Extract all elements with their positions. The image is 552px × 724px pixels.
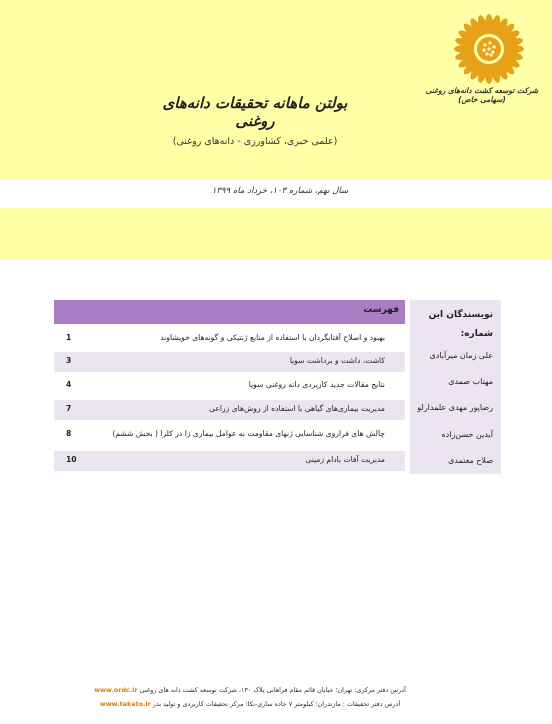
footer-address-research — [60, 700, 440, 708]
footer-address-text: آدرس دفتر تحقیقات : مازندران؛ کیلومتر ۷ جاده ساری-نکا؛ مرکز تحقیقات کاربردی و تولید بذر — [152, 700, 401, 708]
toc-item-page: 3 — [66, 356, 72, 365]
header-band-lower — [0, 208, 552, 260]
website-link[interactable]: www.ordc.ir — [94, 686, 138, 694]
website-link[interactable]: www.takato.ir — [99, 700, 151, 708]
toc-row[interactable] — [54, 400, 405, 420]
toc-item-title[interactable]: مدیریت آفات بادام زمینی — [305, 455, 385, 464]
footer-address-central — [60, 686, 440, 694]
issue-info: سال نهم، شماره ۱۰۳، خرداد ماه ۱۳۹۹ — [211, 186, 349, 196]
author-name: رضاپور مهدی علمدارلو — [417, 403, 493, 412]
authors-title: نویسندگان این شماره: — [428, 310, 493, 339]
toc-item-page: 1 — [66, 333, 72, 342]
author-name: آیدین حسن‌زاده — [441, 430, 493, 439]
toc-item-page: 8 — [66, 429, 72, 438]
toc-item-page: 4 — [66, 380, 72, 389]
toc-item-title[interactable]: کاشت، داشت و برداشت سویا — [289, 356, 385, 365]
toc-row[interactable] — [54, 329, 405, 349]
authors-panel — [410, 300, 501, 474]
toc-item-title[interactable]: بهبود و اصلاح آفتابگردان با استفاده از منابع ژنتیکی و گونه‌های خویشاوند — [160, 333, 385, 342]
toc-item-page: 7 — [66, 404, 72, 413]
company-name: شرکت توسعه کشت دانه‌های روغنی (سهامی خاص) — [425, 86, 539, 104]
author-name: مهتاب صمدی — [448, 377, 493, 386]
toc-row[interactable] — [54, 425, 405, 445]
bulletin-title: بولتن ماهانه تحقیقات دانه‌های روغنی — [162, 94, 348, 130]
toc-row[interactable] — [54, 451, 405, 471]
toc-item-title[interactable]: مدیریت بیماری‌های گیاهی با استفاده از روش‌های زراعی — [208, 404, 385, 413]
toc-item-title[interactable]: نتایج مقالات جدید کاربردی دانه روغنی سویا — [248, 380, 385, 389]
footer-address-text: آدرس دفتر مرکزی: تهران؛ خیابان قائم مقام فراهانی پلاک ۱۳۰، شرکت توسعه کشت دانه های روغنی — [139, 686, 406, 694]
author-name: علی زمان میرآبادی — [429, 351, 493, 360]
toc-item-page: 10 — [66, 455, 77, 464]
toc-header — [54, 300, 405, 324]
toc-row[interactable] — [54, 352, 405, 372]
bulletin-subtitle: (علمی خبری، کشاورزی - دانه‌های روغنی) — [172, 136, 338, 147]
toc-row[interactable] — [54, 376, 405, 396]
toc-item-title[interactable]: چالش های فراروی شناسایی ژنهای مقاومت به عوامل بیماری زا در کلزا ( بخش ششم) — [112, 429, 385, 438]
sunflower-logo-icon — [454, 14, 524, 84]
toc-title: فهرست — [363, 305, 399, 315]
author-name: صلاح معتمدی — [448, 456, 493, 465]
